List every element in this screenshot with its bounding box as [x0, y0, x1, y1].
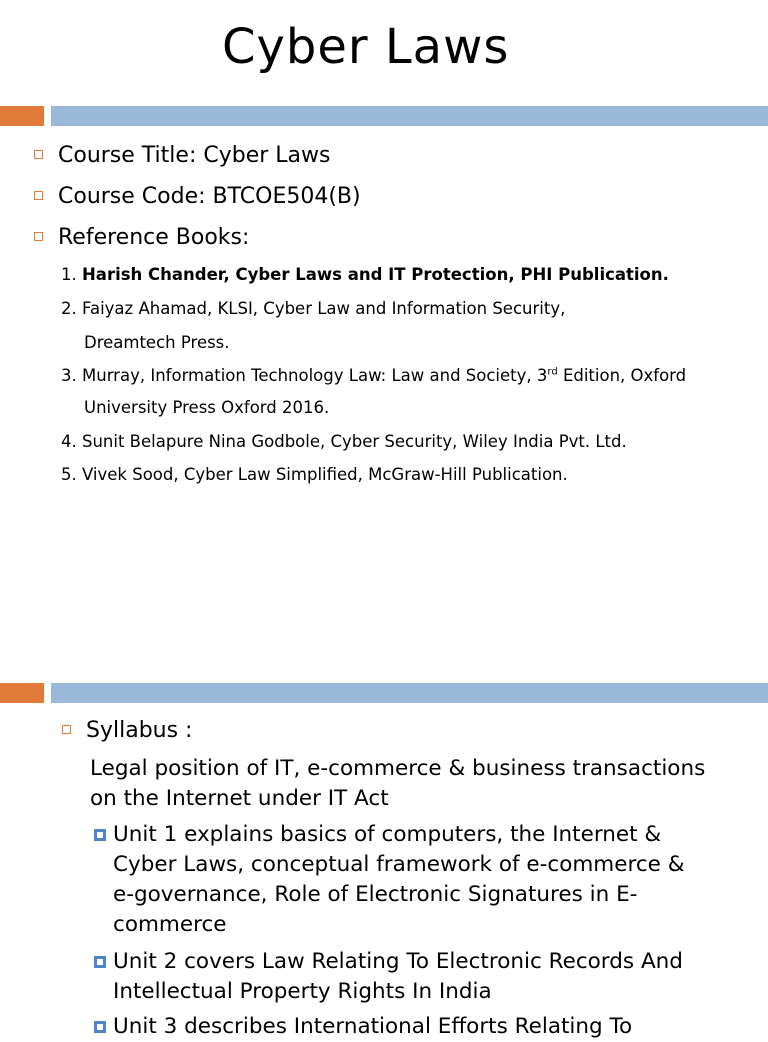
bullet-course-title	[34, 142, 330, 170]
sub-bullet-icon	[94, 956, 106, 968]
reference-number: 4.	[61, 432, 77, 451]
reference-text: Faiyaz Ahamad, KLSI, Cyber Law and Information Security,	[82, 299, 566, 318]
slide-title: Cyber Laws	[222, 19, 510, 75]
title-divider-bar	[0, 106, 768, 126]
divider-main	[51, 106, 768, 126]
reference-3	[61, 365, 686, 387]
reference-number: 2.	[61, 299, 77, 318]
unit-1-line-2: Cyber Laws, conceptual framework of e-commerce &	[113, 852, 685, 877]
reference-3-continued: University Press Oxford 2016.	[84, 398, 330, 417]
reference-number: 5.	[61, 465, 77, 484]
reference-text: Murray, Information Technology Law: Law and Society, 3	[82, 366, 548, 385]
reference-2-continued: Dreamtech Press.	[84, 333, 230, 352]
reference-number: 3.	[61, 366, 77, 385]
reference-text-post: Edition, Oxford	[557, 366, 687, 385]
reference-number: 1.	[61, 265, 77, 284]
syllabus-heading	[62, 716, 192, 746]
superscript: rd	[547, 366, 558, 378]
bullet-reference-books	[34, 224, 249, 252]
reference-1	[61, 264, 669, 286]
sub-bullet-icon	[94, 1021, 106, 1033]
divider-accent	[0, 683, 44, 703]
square-bullet-icon	[34, 150, 43, 159]
syllabus-intro-line-1: Legal position of IT, e-commerce & business transactions	[90, 756, 706, 781]
reference-text: Harish Chander, Cyber Laws and IT Protection, PHI Publication.	[82, 265, 669, 284]
unit-2-line-2: Intellectual Property Rights In India	[113, 979, 492, 1004]
reference-text: Sunit Belapure Nina Godbole, Cyber Security, Wiley India Pvt. Ltd.	[82, 432, 627, 451]
square-bullet-icon	[34, 191, 43, 200]
unit-2-line-1: Unit 2 covers Law Relating To Electronic Records And	[113, 949, 683, 974]
top-divider-bar	[0, 683, 768, 703]
bullet-course-code	[34, 183, 361, 211]
square-bullet-icon	[34, 232, 43, 241]
divider-main	[51, 683, 768, 703]
unit-1-line-4: commerce	[113, 912, 227, 937]
reference-text: Vivek Sood, Cyber Law Simplified, McGraw-Hill Publication.	[82, 465, 568, 484]
syllabus-heading-text: Syllabus :	[86, 718, 193, 743]
divider-accent	[0, 106, 44, 126]
square-bullet-icon	[62, 725, 71, 734]
sub-bullet-icon	[94, 829, 106, 841]
reference-5	[61, 464, 568, 486]
reference-2	[61, 298, 565, 320]
syllabus-intro-line-2: on the Internet under IT Act	[90, 786, 389, 811]
reference-4	[61, 431, 627, 453]
unit-1-line-1: Unit 1 explains basics of computers, the Internet &	[113, 822, 662, 847]
bullet-text: Course Code: BTCOE504(B)	[58, 184, 361, 209]
bullet-text: Reference Books:	[58, 225, 250, 250]
unit-3-line-1: Unit 3 describes International Efforts Relating To	[113, 1014, 633, 1039]
bullet-text: Course Title: Cyber Laws	[58, 143, 331, 168]
unit-1-line-3: e-governance, Role of Electronic Signatures in E-	[113, 882, 638, 907]
slide-2	[0, 670, 768, 1039]
